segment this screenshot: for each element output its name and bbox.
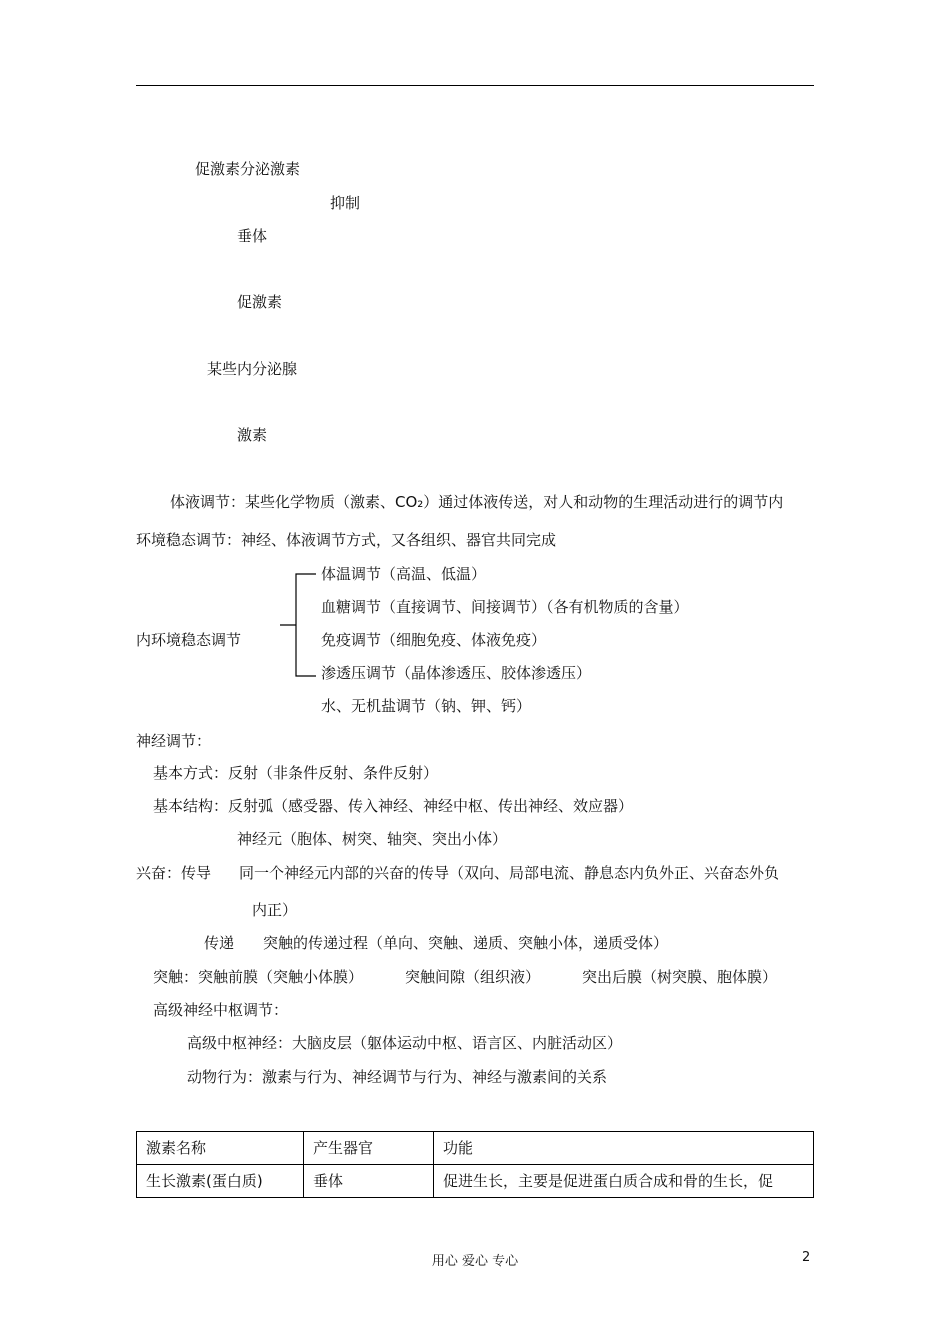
table-header-cell: 产生器官 (304, 1132, 434, 1165)
table-header-cell: 激素名称 (137, 1132, 304, 1165)
excitation-label: 兴奋：传导 (136, 864, 212, 882)
neural-title: 神经调节： (136, 732, 212, 750)
higher-center-text: 高级中枢神经：大脑皮层（躯体运动中枢、语言区、内脏活动区） (187, 1034, 623, 1052)
homeostasis-label: 内环境稳态调节 (136, 631, 242, 649)
homeostasis-item: 血糖调节（直接调节、间接调节）（各有机物质的含量） (321, 598, 689, 616)
synapse-cleft: 突触间隙（组织液） (405, 968, 541, 986)
table-header-cell: 功能 (434, 1132, 814, 1165)
conduction-text: 同一个神经元内部的兴奋的传导（双向、局部电流、静息态内负外正、兴奋态外负 (239, 864, 780, 882)
diagram-endocrine-gland: 某些内分泌腺 (207, 360, 298, 378)
table-header-row (137, 1132, 814, 1165)
homeostasis-item: 渗透压调节（晶体渗透压、胶体渗透压） (321, 664, 592, 682)
transmission-label: 传递 (204, 934, 235, 952)
diagram-inhibit: 抑制 (330, 194, 361, 212)
humoral-regulation-text: 体液调节：某些化学物质（激素、CO₂）通过体液传送，对人和动物的生理活动进行的调节内 (170, 493, 784, 511)
table-cell: 促进生长，主要是促进蛋白质合成和骨的生长，促 (434, 1165, 814, 1198)
diagram-hormone: 激素 (237, 426, 268, 444)
table-cell: 垂体 (304, 1165, 434, 1198)
diagram-releasing-hormone: 促激素分泌激素 (195, 160, 301, 178)
table-cell: 生长激素(蛋白质) (137, 1165, 304, 1198)
behavior-text: 动物行为：激素与行为、神经调节与行为、神经与激素间的关系 (187, 1068, 608, 1086)
synapse-pre: 突触：突触前膜（突触小体膜） (153, 968, 364, 986)
table-row (137, 1165, 814, 1198)
homeostasis-item: 水、无机盐调节（钠、钾、钙） (321, 697, 532, 715)
higher-center-title: 高级神经中枢调节： (153, 1001, 289, 1019)
conduction-text-cont: 内正） (252, 901, 298, 919)
homeostasis-item: 体温调节（高温、低温） (321, 565, 487, 583)
homeostasis-regulation-text: 环境稳态调节：神经、体液调节方式，又各组织、器官共同完成 (136, 531, 557, 549)
neural-basic-structure: 基本结构：反射弧（感受器、传入神经、神经中枢、传出神经、效应器） (153, 797, 634, 815)
header-rule (136, 85, 814, 86)
page-number: 2 (802, 1250, 811, 1265)
transmission-text: 突触的传递过程（单向、突触、递质、突触小体，递质受体） (263, 934, 669, 952)
homeostasis-item: 免疫调节（细胞免疫、体液免疫） (321, 631, 547, 649)
hormone-table (136, 1131, 814, 1198)
footer-motto: 用心 爱心 专心 (431, 1254, 519, 1269)
diagram-tropic-hormone: 促激素 (237, 293, 283, 311)
diagram-pituitary: 垂体 (237, 227, 268, 245)
neural-basic-mode: 基本方式：反射（非条件反射、条件反射） (153, 764, 439, 782)
homeostasis-brace (278, 573, 318, 677)
synapse-post: 突出后膜（树突膜、胞体膜） (582, 968, 778, 986)
neural-neuron: 神经元（胞体、树突、轴突、突出小体） (237, 830, 508, 848)
